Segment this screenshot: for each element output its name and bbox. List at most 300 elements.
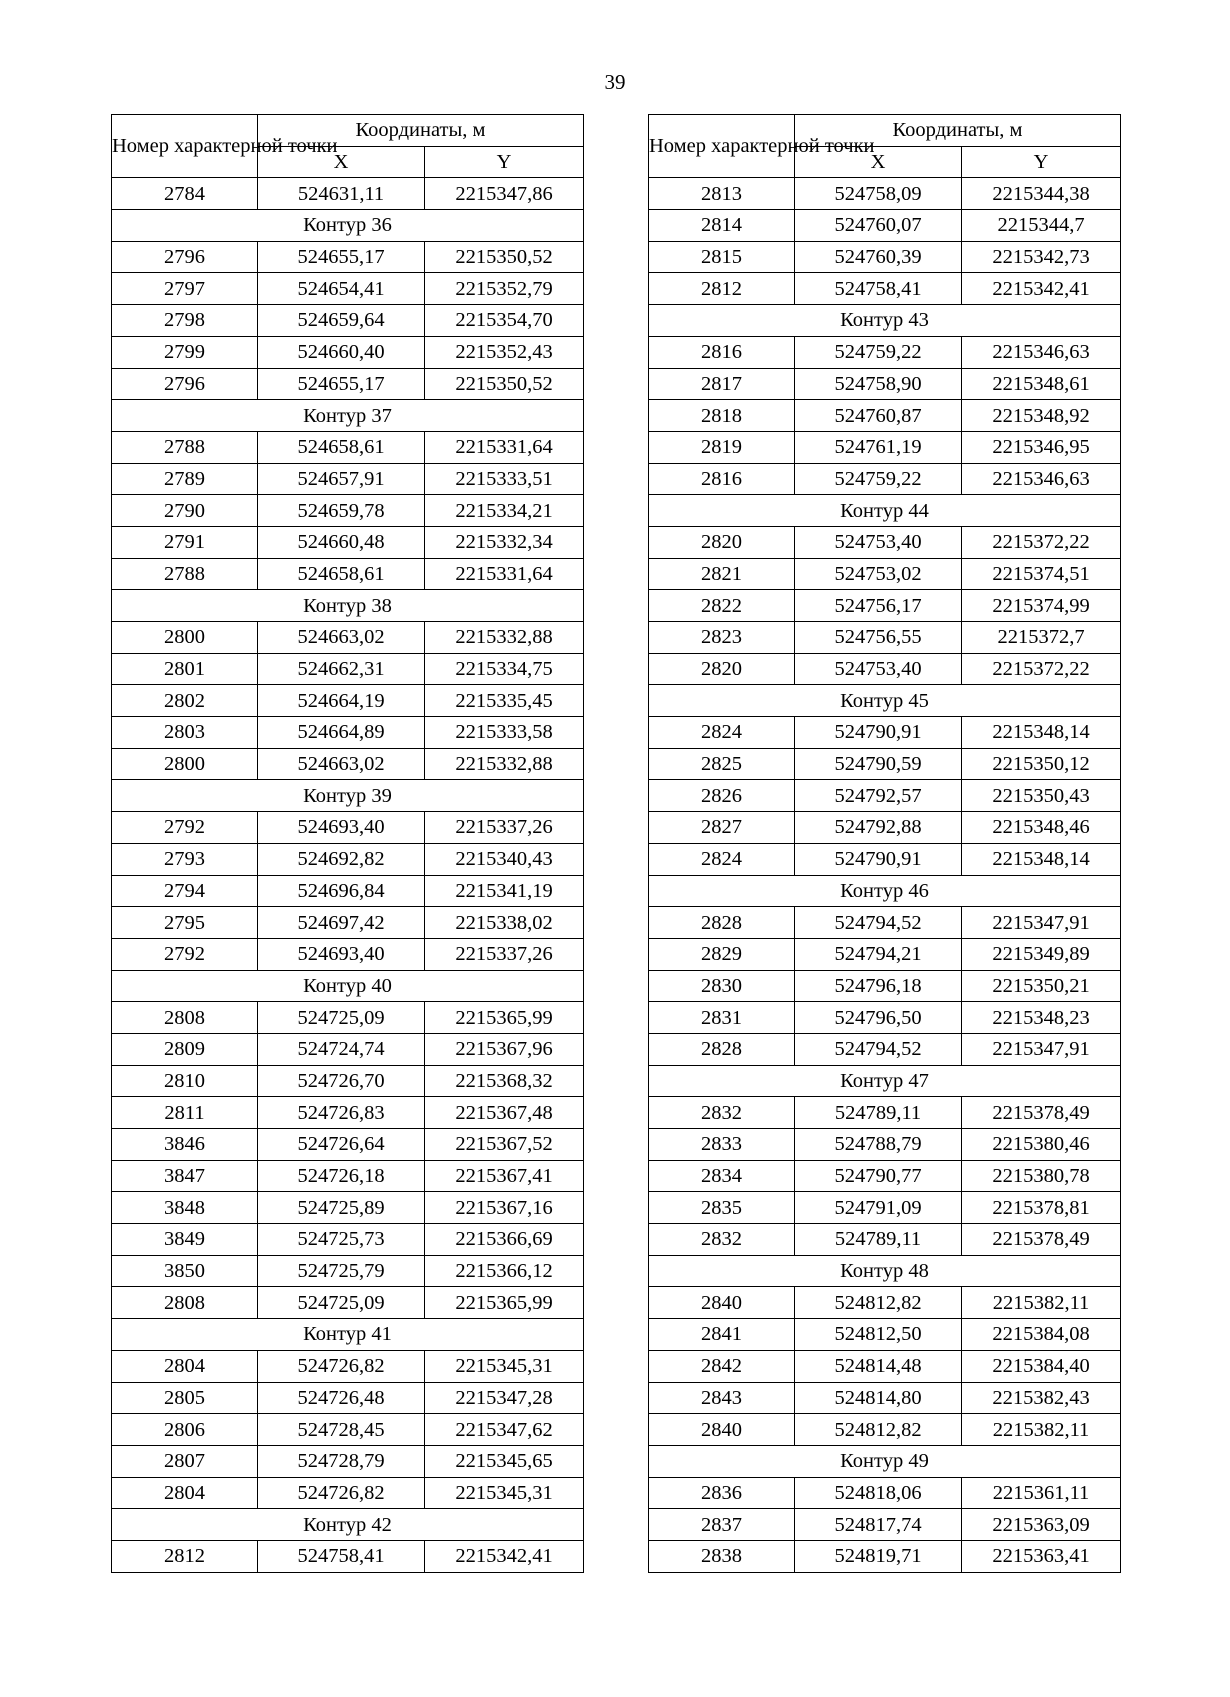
contour-label: Контур 36 — [112, 210, 584, 242]
table-row — [112, 558, 584, 590]
point-number-cell: 2804 — [112, 1350, 258, 1382]
point-number-cell: 2811 — [112, 1097, 258, 1129]
point-number-cell: 2836 — [649, 1477, 795, 1509]
y-coordinate-cell: 2215384,08 — [962, 1319, 1121, 1351]
y-coordinate-cell: 2215363,09 — [962, 1509, 1121, 1541]
x-coordinate-cell: 524790,59 — [795, 748, 962, 780]
point-number-cell: 2816 — [649, 336, 795, 368]
y-coordinate-cell: 2215365,99 — [425, 1002, 584, 1034]
y-coordinate-cell: 2215332,34 — [425, 526, 584, 558]
y-coordinate-cell: 2215367,52 — [425, 1129, 584, 1161]
y-coordinate-cell: 2215350,43 — [962, 780, 1121, 812]
y-coordinate-cell: 2215382,11 — [962, 1287, 1121, 1319]
table-row — [649, 1350, 1121, 1382]
x-coordinate-cell: 524796,50 — [795, 1002, 962, 1034]
x-coordinate-cell: 524756,17 — [795, 590, 962, 622]
table-row — [112, 843, 584, 875]
x-coordinate-cell: 524758,09 — [795, 178, 962, 210]
x-coordinate-cell: 524761,19 — [795, 431, 962, 463]
y-coordinate-cell: 2215361,11 — [962, 1477, 1121, 1509]
point-number-cell: 2823 — [649, 622, 795, 654]
table-row — [649, 1414, 1121, 1446]
table-row — [649, 1192, 1121, 1224]
point-number-cell: 2804 — [112, 1477, 258, 1509]
table-row — [649, 1540, 1121, 1572]
x-coordinate-cell: 524819,71 — [795, 1540, 962, 1572]
table-row — [112, 1160, 584, 1192]
contour-label: Контур 38 — [112, 590, 584, 622]
table-row — [649, 178, 1121, 210]
y-coordinate-cell: 2215346,95 — [962, 431, 1121, 463]
y-coordinate-cell: 2215363,41 — [962, 1540, 1121, 1572]
x-coordinate-cell: 524792,88 — [795, 812, 962, 844]
y-coordinate-cell: 2215368,32 — [425, 1065, 584, 1097]
x-coordinate-cell: 524812,82 — [795, 1414, 962, 1446]
point-number-cell: 2817 — [649, 368, 795, 400]
x-coordinate-cell: 524728,79 — [258, 1445, 425, 1477]
y-coordinate-cell: 2215341,19 — [425, 875, 584, 907]
contour-heading-row — [112, 400, 584, 432]
table-row — [112, 1033, 584, 1065]
point-number-cell: 2794 — [112, 875, 258, 907]
contour-label: Контур 46 — [649, 875, 1121, 907]
point-number-cell: 2792 — [112, 812, 258, 844]
y-coordinate-cell: 2215374,51 — [962, 558, 1121, 590]
point-number-cell: 2828 — [649, 907, 795, 939]
contour-label: Контур 39 — [112, 780, 584, 812]
table-row — [649, 843, 1121, 875]
x-coordinate-cell: 524660,40 — [258, 336, 425, 368]
x-coordinate-cell: 524812,82 — [795, 1287, 962, 1319]
point-number-cell: 2797 — [112, 273, 258, 305]
x-coordinate-cell: 524788,79 — [795, 1129, 962, 1161]
y-coordinate-cell: 2215349,89 — [962, 938, 1121, 970]
point-number-cell: 2812 — [649, 273, 795, 305]
x-coordinate-cell: 524790,77 — [795, 1160, 962, 1192]
y-coordinate-cell: 2215354,70 — [425, 305, 584, 337]
y-coordinate-cell: 2215378,49 — [962, 1097, 1121, 1129]
table-row — [112, 812, 584, 844]
x-coordinate-cell: 524696,84 — [258, 875, 425, 907]
y-coordinate-cell: 2215331,64 — [425, 431, 584, 463]
point-number-cell: 2824 — [649, 717, 795, 749]
point-number-cell: 2803 — [112, 717, 258, 749]
x-coordinate-cell: 524662,31 — [258, 653, 425, 685]
table-row — [649, 812, 1121, 844]
header-coordinates: Координаты, м — [795, 115, 1121, 147]
x-coordinate-cell: 524726,64 — [258, 1129, 425, 1161]
page-number: 39 — [604, 70, 626, 94]
x-coordinate-cell: 524753,40 — [795, 526, 962, 558]
point-number-cell: 2815 — [649, 241, 795, 273]
x-coordinate-cell: 524760,87 — [795, 400, 962, 432]
table-row — [649, 1160, 1121, 1192]
header-coordinates: Координаты, м — [258, 115, 584, 147]
y-coordinate-cell: 2215350,12 — [962, 748, 1121, 780]
x-coordinate-cell: 524794,52 — [795, 907, 962, 939]
table-row — [649, 717, 1121, 749]
x-coordinate-cell: 524725,73 — [258, 1224, 425, 1256]
header-x: X — [258, 146, 425, 178]
y-coordinate-cell: 2215340,43 — [425, 843, 584, 875]
contour-label: Контур 42 — [112, 1509, 584, 1541]
x-coordinate-cell: 524794,52 — [795, 1033, 962, 1065]
point-number-cell: 2808 — [112, 1002, 258, 1034]
point-number-cell: 2800 — [112, 748, 258, 780]
table-row — [112, 1065, 584, 1097]
table-row — [649, 1033, 1121, 1065]
table-row — [112, 875, 584, 907]
y-coordinate-cell: 2215352,79 — [425, 273, 584, 305]
y-coordinate-cell: 2215347,62 — [425, 1414, 584, 1446]
y-coordinate-cell: 2215344,7 — [962, 210, 1121, 242]
table-row — [649, 1224, 1121, 1256]
table-row — [112, 1002, 584, 1034]
x-coordinate-cell: 524728,45 — [258, 1414, 425, 1446]
x-coordinate-cell: 524760,39 — [795, 241, 962, 273]
point-number-cell: 2796 — [112, 368, 258, 400]
point-number-cell: 3849 — [112, 1224, 258, 1256]
table-row — [112, 241, 584, 273]
x-coordinate-cell: 524726,82 — [258, 1350, 425, 1382]
contour-heading-row — [649, 1255, 1121, 1287]
y-coordinate-cell: 2215372,7 — [962, 622, 1121, 654]
table-row — [112, 1540, 584, 1572]
y-coordinate-cell: 2215337,26 — [425, 812, 584, 844]
table-row — [649, 1097, 1121, 1129]
y-coordinate-cell: 2215374,99 — [962, 590, 1121, 622]
point-number-cell: 2838 — [649, 1540, 795, 1572]
table-row — [112, 1445, 584, 1477]
point-number-cell: 2837 — [649, 1509, 795, 1541]
point-number-cell: 2830 — [649, 970, 795, 1002]
y-coordinate-cell: 2215382,43 — [962, 1382, 1121, 1414]
table-row — [112, 1350, 584, 1382]
table-row — [649, 241, 1121, 273]
contour-heading-row — [112, 970, 584, 1002]
table-row — [112, 1414, 584, 1446]
contour-heading-row — [112, 210, 584, 242]
point-number-cell: 2828 — [649, 1033, 795, 1065]
y-coordinate-cell: 2215380,46 — [962, 1129, 1121, 1161]
x-coordinate-cell: 524659,78 — [258, 495, 425, 527]
point-number-cell: 2808 — [112, 1287, 258, 1319]
x-coordinate-cell: 524790,91 — [795, 717, 962, 749]
table-row — [112, 717, 584, 749]
y-coordinate-cell: 2215366,12 — [425, 1255, 584, 1287]
left-table-body — [112, 178, 584, 1572]
x-coordinate-cell: 524658,61 — [258, 431, 425, 463]
x-coordinate-cell: 524791,09 — [795, 1192, 962, 1224]
y-coordinate-cell: 2215331,64 — [425, 558, 584, 590]
contour-heading-row — [649, 1065, 1121, 1097]
y-coordinate-cell: 2215366,69 — [425, 1224, 584, 1256]
y-coordinate-cell: 2215342,41 — [962, 273, 1121, 305]
header-x: X — [795, 146, 962, 178]
y-coordinate-cell: 2215365,99 — [425, 1287, 584, 1319]
table-row — [649, 590, 1121, 622]
y-coordinate-cell: 2215345,31 — [425, 1477, 584, 1509]
x-coordinate-cell: 524814,48 — [795, 1350, 962, 1382]
table-row — [112, 938, 584, 970]
table-row — [112, 431, 584, 463]
contour-heading-row — [649, 685, 1121, 717]
y-coordinate-cell: 2215345,65 — [425, 1445, 584, 1477]
table-row — [649, 622, 1121, 654]
table-row — [112, 907, 584, 939]
x-coordinate-cell: 524726,82 — [258, 1477, 425, 1509]
x-coordinate-cell: 524726,70 — [258, 1065, 425, 1097]
table-row — [112, 622, 584, 654]
table-row — [649, 336, 1121, 368]
contour-label: Контур 40 — [112, 970, 584, 1002]
y-coordinate-cell: 2215338,02 — [425, 907, 584, 939]
table-row — [649, 273, 1121, 305]
point-number-cell: 3847 — [112, 1160, 258, 1192]
y-coordinate-cell: 2215345,31 — [425, 1350, 584, 1382]
y-coordinate-cell: 2215372,22 — [962, 653, 1121, 685]
point-number-cell: 2842 — [649, 1350, 795, 1382]
contour-heading-row — [649, 495, 1121, 527]
header-y: Y — [425, 146, 584, 178]
x-coordinate-cell: 524725,09 — [258, 1287, 425, 1319]
contour-label: Контур 41 — [112, 1319, 584, 1351]
y-coordinate-cell: 2215378,81 — [962, 1192, 1121, 1224]
contour-label: Контур 44 — [649, 495, 1121, 527]
x-coordinate-cell: 524657,91 — [258, 463, 425, 495]
y-coordinate-cell: 2215347,28 — [425, 1382, 584, 1414]
y-coordinate-cell: 2215352,43 — [425, 336, 584, 368]
point-number-cell: 2825 — [649, 748, 795, 780]
point-number-cell: 2835 — [649, 1192, 795, 1224]
contour-heading-row — [112, 590, 584, 622]
contour-heading-row — [649, 875, 1121, 907]
table-row — [649, 1477, 1121, 1509]
point-number-cell: 2805 — [112, 1382, 258, 1414]
header-point-number: Номер характерной точки — [649, 115, 795, 178]
contour-heading-row — [112, 1319, 584, 1351]
x-coordinate-cell: 524693,40 — [258, 812, 425, 844]
table-row — [112, 1192, 584, 1224]
x-coordinate-cell: 524789,11 — [795, 1224, 962, 1256]
table-row — [649, 210, 1121, 242]
y-coordinate-cell: 2215378,49 — [962, 1224, 1121, 1256]
point-number-cell: 2790 — [112, 495, 258, 527]
table-row — [649, 431, 1121, 463]
x-coordinate-cell: 524631,11 — [258, 178, 425, 210]
x-coordinate-cell: 524726,83 — [258, 1097, 425, 1129]
table-row — [649, 1287, 1121, 1319]
y-coordinate-cell: 2215380,78 — [962, 1160, 1121, 1192]
point-number-cell: 2788 — [112, 431, 258, 463]
table-row — [649, 1319, 1121, 1351]
table-row — [112, 1382, 584, 1414]
table-row — [649, 558, 1121, 590]
point-number-cell: 2809 — [112, 1033, 258, 1065]
table-row — [112, 1224, 584, 1256]
x-coordinate-cell: 524759,22 — [795, 336, 962, 368]
table-row — [112, 1287, 584, 1319]
x-coordinate-cell: 524655,17 — [258, 368, 425, 400]
x-coordinate-cell: 524664,89 — [258, 717, 425, 749]
point-number-cell: 2789 — [112, 463, 258, 495]
table-row — [649, 748, 1121, 780]
x-coordinate-cell: 524726,48 — [258, 1382, 425, 1414]
point-number-cell: 2816 — [649, 463, 795, 495]
point-number-cell: 2806 — [112, 1414, 258, 1446]
x-coordinate-cell: 524792,57 — [795, 780, 962, 812]
point-number-cell: 3846 — [112, 1129, 258, 1161]
header-point-number: Номер характерной точки — [112, 115, 258, 178]
point-number-cell: 2820 — [649, 526, 795, 558]
y-coordinate-cell: 2215347,91 — [962, 907, 1121, 939]
table-row — [112, 748, 584, 780]
table-row — [649, 526, 1121, 558]
table-row — [112, 685, 584, 717]
y-coordinate-cell: 2215348,46 — [962, 812, 1121, 844]
contour-heading-row — [112, 780, 584, 812]
contour-label: Контур 45 — [649, 685, 1121, 717]
x-coordinate-cell: 524814,80 — [795, 1382, 962, 1414]
contour-label: Контур 47 — [649, 1065, 1121, 1097]
y-coordinate-cell: 2215382,11 — [962, 1414, 1121, 1446]
table-row — [112, 495, 584, 527]
point-number-cell: 2840 — [649, 1414, 795, 1446]
point-number-cell: 2841 — [649, 1319, 795, 1351]
x-coordinate-cell: 524663,02 — [258, 748, 425, 780]
x-coordinate-cell: 524658,61 — [258, 558, 425, 590]
point-number-cell: 2818 — [649, 400, 795, 432]
point-number-cell: 2795 — [112, 907, 258, 939]
x-coordinate-cell: 524725,09 — [258, 1002, 425, 1034]
x-coordinate-cell: 524758,90 — [795, 368, 962, 400]
table-row — [649, 400, 1121, 432]
point-number-cell: 2831 — [649, 1002, 795, 1034]
y-coordinate-cell: 2215384,40 — [962, 1350, 1121, 1382]
point-number-cell: 2840 — [649, 1287, 795, 1319]
y-coordinate-cell: 2215346,63 — [962, 336, 1121, 368]
y-coordinate-cell: 2215347,86 — [425, 178, 584, 210]
point-number-cell: 3850 — [112, 1255, 258, 1287]
y-coordinate-cell: 2215367,48 — [425, 1097, 584, 1129]
table-row — [112, 1097, 584, 1129]
contour-label: Контур 43 — [649, 305, 1121, 337]
y-coordinate-cell: 2215348,23 — [962, 1002, 1121, 1034]
point-number-cell: 2800 — [112, 622, 258, 654]
y-coordinate-cell: 2215348,14 — [962, 843, 1121, 875]
point-number-cell: 2832 — [649, 1224, 795, 1256]
y-coordinate-cell: 2215350,21 — [962, 970, 1121, 1002]
x-coordinate-cell: 524818,06 — [795, 1477, 962, 1509]
x-coordinate-cell: 524790,91 — [795, 843, 962, 875]
point-number-cell: 2843 — [649, 1382, 795, 1414]
table-row — [649, 907, 1121, 939]
x-coordinate-cell: 524760,07 — [795, 210, 962, 242]
x-coordinate-cell: 524664,19 — [258, 685, 425, 717]
table-row — [112, 305, 584, 337]
x-coordinate-cell: 524758,41 — [795, 273, 962, 305]
y-coordinate-cell: 2215350,52 — [425, 241, 584, 273]
table-row — [112, 368, 584, 400]
point-number-cell: 2834 — [649, 1160, 795, 1192]
point-number-cell: 2827 — [649, 812, 795, 844]
table-row — [649, 780, 1121, 812]
x-coordinate-cell: 524753,02 — [795, 558, 962, 590]
x-coordinate-cell: 524796,18 — [795, 970, 962, 1002]
y-coordinate-cell: 2215344,38 — [962, 178, 1121, 210]
table-row — [649, 368, 1121, 400]
table-row — [649, 1002, 1121, 1034]
point-number-cell: 2802 — [112, 685, 258, 717]
y-coordinate-cell: 2215346,63 — [962, 463, 1121, 495]
point-number-cell: 2784 — [112, 178, 258, 210]
x-coordinate-cell: 524693,40 — [258, 938, 425, 970]
y-coordinate-cell: 2215333,51 — [425, 463, 584, 495]
x-coordinate-cell: 524789,11 — [795, 1097, 962, 1129]
x-coordinate-cell: 524794,21 — [795, 938, 962, 970]
table-row — [112, 1255, 584, 1287]
x-coordinate-cell: 524753,40 — [795, 653, 962, 685]
y-coordinate-cell: 2215332,88 — [425, 748, 584, 780]
y-coordinate-cell: 2215367,96 — [425, 1033, 584, 1065]
x-coordinate-cell: 524660,48 — [258, 526, 425, 558]
y-coordinate-cell: 2215342,41 — [425, 1540, 584, 1572]
point-number-cell: 2821 — [649, 558, 795, 590]
point-number-cell: 2798 — [112, 305, 258, 337]
x-coordinate-cell: 524724,74 — [258, 1033, 425, 1065]
y-coordinate-cell: 2215348,14 — [962, 717, 1121, 749]
point-number-cell: 2829 — [649, 938, 795, 970]
x-coordinate-cell: 524654,41 — [258, 273, 425, 305]
point-number-cell: 2801 — [112, 653, 258, 685]
x-coordinate-cell: 524663,02 — [258, 622, 425, 654]
table-row — [112, 1129, 584, 1161]
x-coordinate-cell: 524725,79 — [258, 1255, 425, 1287]
right-table-body — [649, 178, 1121, 1572]
x-coordinate-cell: 524726,18 — [258, 1160, 425, 1192]
contour-label: Контур 48 — [649, 1255, 1121, 1287]
y-coordinate-cell: 2215342,73 — [962, 241, 1121, 273]
x-coordinate-cell: 524812,50 — [795, 1319, 962, 1351]
y-coordinate-cell: 2215335,45 — [425, 685, 584, 717]
contour-heading-row — [649, 1445, 1121, 1477]
contour-heading-row — [649, 305, 1121, 337]
table-row — [649, 1509, 1121, 1541]
x-coordinate-cell: 524697,42 — [258, 907, 425, 939]
contour-heading-row — [112, 1509, 584, 1541]
x-coordinate-cell: 524659,64 — [258, 305, 425, 337]
x-coordinate-cell: 524817,74 — [795, 1509, 962, 1541]
table-row — [649, 938, 1121, 970]
point-number-cell: 2792 — [112, 938, 258, 970]
point-number-cell: 2814 — [649, 210, 795, 242]
table-row — [112, 463, 584, 495]
point-number-cell: 2799 — [112, 336, 258, 368]
point-number-cell: 2832 — [649, 1097, 795, 1129]
point-number-cell: 2820 — [649, 653, 795, 685]
y-coordinate-cell: 2215372,22 — [962, 526, 1121, 558]
point-number-cell: 2788 — [112, 558, 258, 590]
point-number-cell: 2819 — [649, 431, 795, 463]
point-number-cell: 2824 — [649, 843, 795, 875]
x-coordinate-cell: 524692,82 — [258, 843, 425, 875]
table-row — [112, 653, 584, 685]
table-row — [112, 336, 584, 368]
contour-label: Контур 37 — [112, 400, 584, 432]
table-row — [649, 1129, 1121, 1161]
y-coordinate-cell: 2215334,21 — [425, 495, 584, 527]
point-number-cell: 2833 — [649, 1129, 795, 1161]
